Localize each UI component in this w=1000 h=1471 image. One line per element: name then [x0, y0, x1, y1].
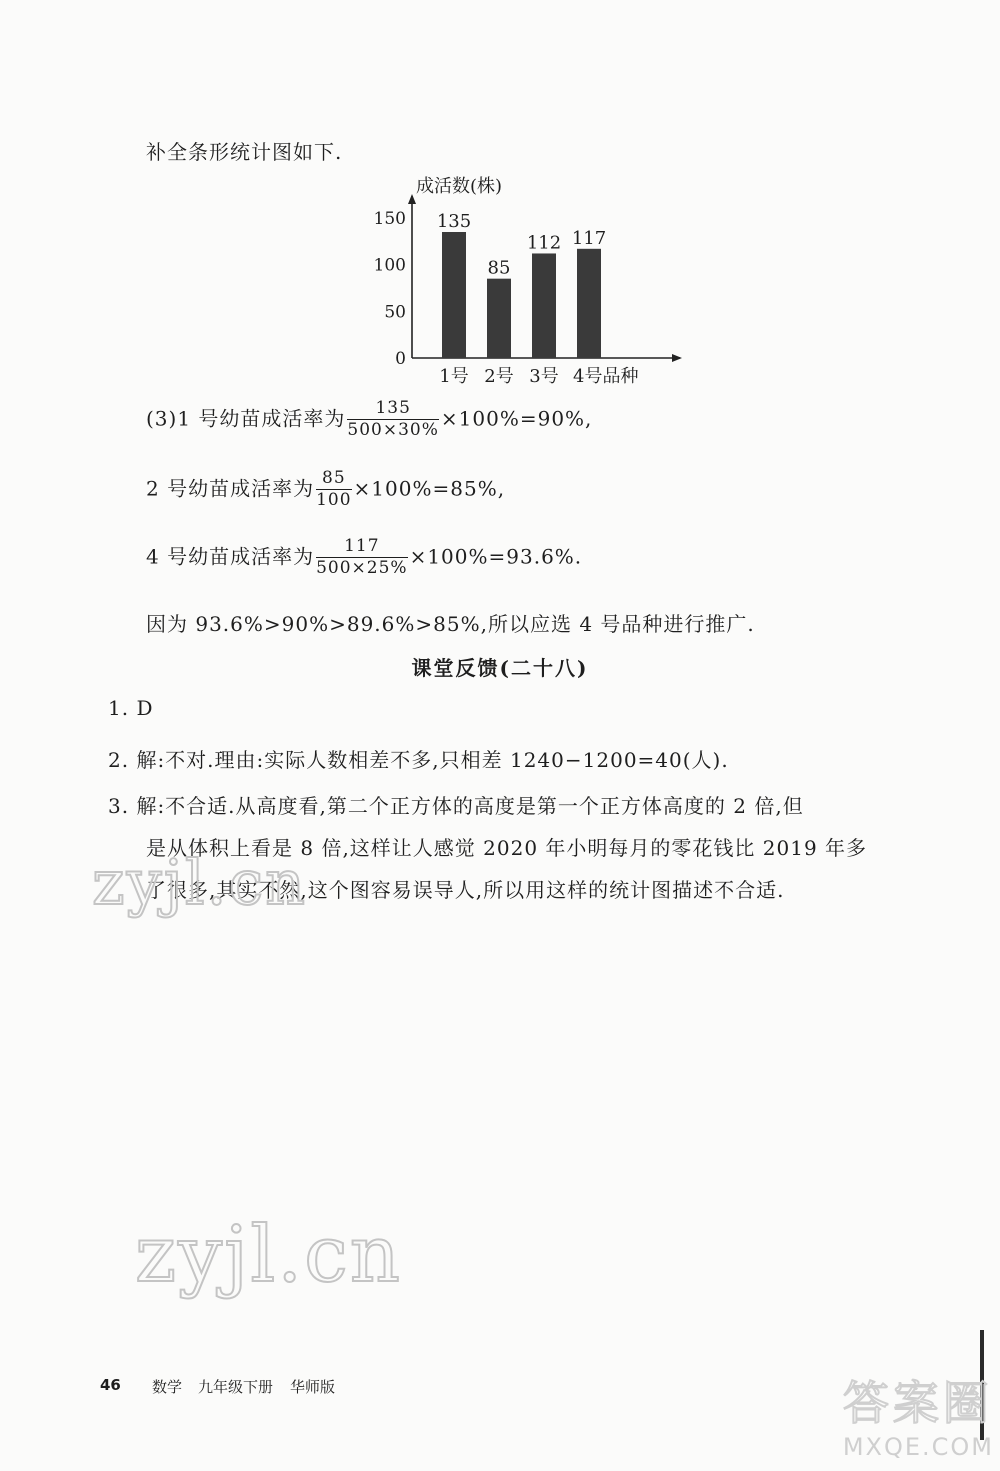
- y-axis-arrow: [408, 194, 416, 204]
- rate-1-denominator: 500×30%: [347, 419, 439, 440]
- x-tick-label: 3号: [529, 366, 559, 387]
- answer-1: 1. D: [108, 696, 154, 720]
- corner-watermark: [843, 1367, 994, 1461]
- footer-grade: 九年级下册: [198, 1378, 274, 1396]
- x-axis-arrow: [672, 354, 682, 362]
- rate-2-fraction: [316, 470, 351, 510]
- rate-3-numerator: 117: [316, 538, 407, 558]
- y-tick-label: 150: [373, 209, 406, 229]
- rate-3-fraction: [316, 538, 407, 578]
- rate-2-denominator: 100: [316, 489, 352, 510]
- watermark-lower: zyjl.cn: [135, 1210, 403, 1300]
- corner-watermark-url: MXQE.COM: [842, 1433, 994, 1461]
- bar-2: [487, 279, 511, 358]
- watermark-upper: zyjl.cn: [92, 846, 308, 919]
- footer-subject: 数学: [152, 1378, 183, 1396]
- footer-page-number: 46: [100, 1376, 121, 1394]
- rate-line-1: [146, 400, 592, 440]
- intro-text: 补全条形统计图如下.: [146, 140, 343, 164]
- x-tick-label: 2号: [484, 366, 514, 387]
- conclusion-text: 因为 93.6%>90%>89.6%>85%,所以应选 4 号品种进行推广.: [146, 612, 755, 636]
- bar-value-label: 112: [526, 232, 562, 254]
- bar-3: [532, 253, 556, 358]
- rate-3-denominator: 500×25%: [316, 557, 408, 578]
- bar-value-label: 135: [436, 211, 472, 232]
- rate-1-suffix: ×100%=90%,: [440, 406, 593, 431]
- y-tick-label: 0: [395, 349, 406, 369]
- bar-4: [577, 249, 601, 358]
- x-tick-label: 4号品种: [573, 366, 639, 387]
- bar-1: [442, 232, 466, 358]
- rate-3-prefix: 4 号幼苗成活率为: [146, 544, 315, 569]
- y-tick-label: 100: [373, 255, 406, 276]
- corner-watermark-title: 答案圈: [842, 1376, 993, 1430]
- bar-chart: [370, 172, 670, 392]
- answer-3-line-2: 是从体积上看是 8 倍,这样让人感觉 2020 年小明每月的零花钱比 2019 年多: [146, 836, 868, 860]
- bar-value-label: 85: [487, 257, 511, 279]
- section-title: 课堂反馈(二十八): [411, 656, 589, 680]
- footer-edition: 华师版: [290, 1378, 336, 1396]
- rate-2-numerator: 85: [316, 470, 351, 490]
- y-axis-title: 成活数(株): [416, 176, 503, 197]
- rate-line-2: [146, 470, 505, 510]
- rate-2-suffix: ×100%=85%,: [353, 476, 506, 501]
- answer-3-line-3: 了很多,其实不然,这个图容易误导人,所以用这样的统计图描述不合适.: [146, 878, 785, 902]
- rate-1-numerator: 135: [347, 400, 438, 420]
- answer-3-line-1: 3. 解:不合适.从高度看,第二个正方体的高度是第一个正方体高度的 2 倍,但: [108, 794, 804, 818]
- rate-1-fraction: [347, 400, 438, 440]
- rate-3-suffix: ×100%=93.6%.: [409, 544, 583, 569]
- x-tick-label: 1号: [439, 366, 469, 387]
- bar-value-label: 117: [571, 227, 607, 249]
- rate-1-prefix: (3)1 号幼苗成活率为: [146, 406, 346, 431]
- rate-2-prefix: 2 号幼苗成活率为: [146, 476, 315, 501]
- y-tick-label: 50: [384, 302, 406, 323]
- rate-line-3: [146, 538, 582, 578]
- answer-2: 2. 解:不对.理由:实际人数相差不多,只相差 1240−1200=40(人).: [108, 748, 729, 772]
